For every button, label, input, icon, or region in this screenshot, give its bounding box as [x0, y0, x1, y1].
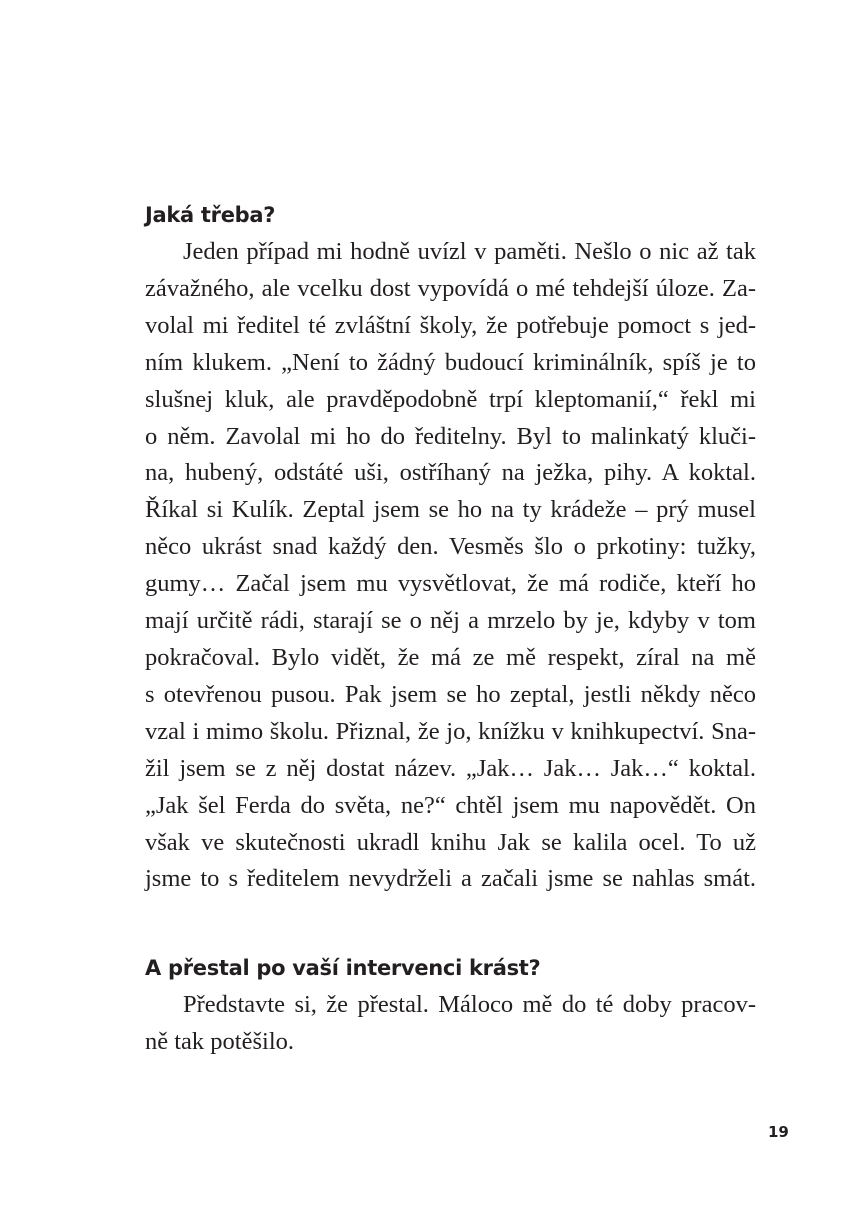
- section-heading: A přestal po vaší intervenci krást?: [145, 956, 541, 980]
- text-line: Jeden případ mi hodně uvízl v paměti. Nešlo o nic až tak: [183, 238, 756, 265]
- text-line: závažného, ale vcelku dost vypovídá o mé tehdejší úloze. Za-: [145, 274, 756, 302]
- section-1: [107, 197, 756, 898]
- text-line: ním klukem. „Není to žádný budoucí kriminálník, spíš je to: [145, 348, 756, 376]
- text-line: jsme to s ředitelem nevydrželi a začali jsme se nahlas smát.: [145, 865, 756, 893]
- section-paragraph: [107, 987, 756, 1061]
- text-line: o něm. Zavolal mi ho do ředitelny. Byl to malinkatý kluči-: [145, 422, 756, 450]
- text-line: s otevřenou pusou. Pak jsem se ho zeptal, jestli někdy něco: [145, 680, 756, 708]
- text-line: Říkal si Kulík. Zeptal jsem se ho na ty krádeže – prý musel: [145, 496, 756, 524]
- text-line: Představte si, že přestal. Máloco mě do té doby pracov-: [183, 991, 756, 1018]
- text-line: něco ukrást snad každý den. Vesměs šlo o prkotiny: tužky,: [145, 533, 756, 561]
- section-2: [107, 950, 756, 1061]
- text-line: „Jak šel Ferda do světa, ne?“ chtěl jsem mu napovědět. On: [145, 791, 756, 819]
- text-line: slušnej kluk, ale pravděpodobně trpí kleptomanií,“ řekl mi: [145, 385, 756, 413]
- page-number: 19: [768, 1123, 789, 1141]
- section-paragraph: [107, 234, 756, 898]
- text-line: však ve skutečnosti ukradl knihu Jak se kalila ocel. To už: [145, 828, 756, 856]
- text-line: volal mi ředitel té zvláštní školy, že potřebuje pomoct s jed-: [145, 311, 756, 339]
- text-line: mají určitě rádi, starají se o něj a mrzelo by je, kdyby v tom: [145, 607, 756, 635]
- section-heading: Jaká třeba?: [145, 203, 276, 227]
- text-line: na, hubený, odstáté uši, ostříhaný na ježka, pihy. A koktal.: [145, 459, 756, 487]
- text-line: gumy… Začal jsem mu vysvětlovat, že má rodiče, kteří ho: [145, 570, 756, 598]
- text-line: pokračoval. Bylo vidět, že má ze mě respekt, zíral na mě: [145, 643, 756, 671]
- text-line: vzal i mimo školu. Přiznal, že jo, knížku v knihkupectví. Sna-: [145, 717, 756, 745]
- text-line: ně tak potěšilo.: [145, 1027, 295, 1055]
- text-line: žil jsem se z něj dostat název. „Jak… Jak… Jak…“ koktal.: [145, 754, 756, 782]
